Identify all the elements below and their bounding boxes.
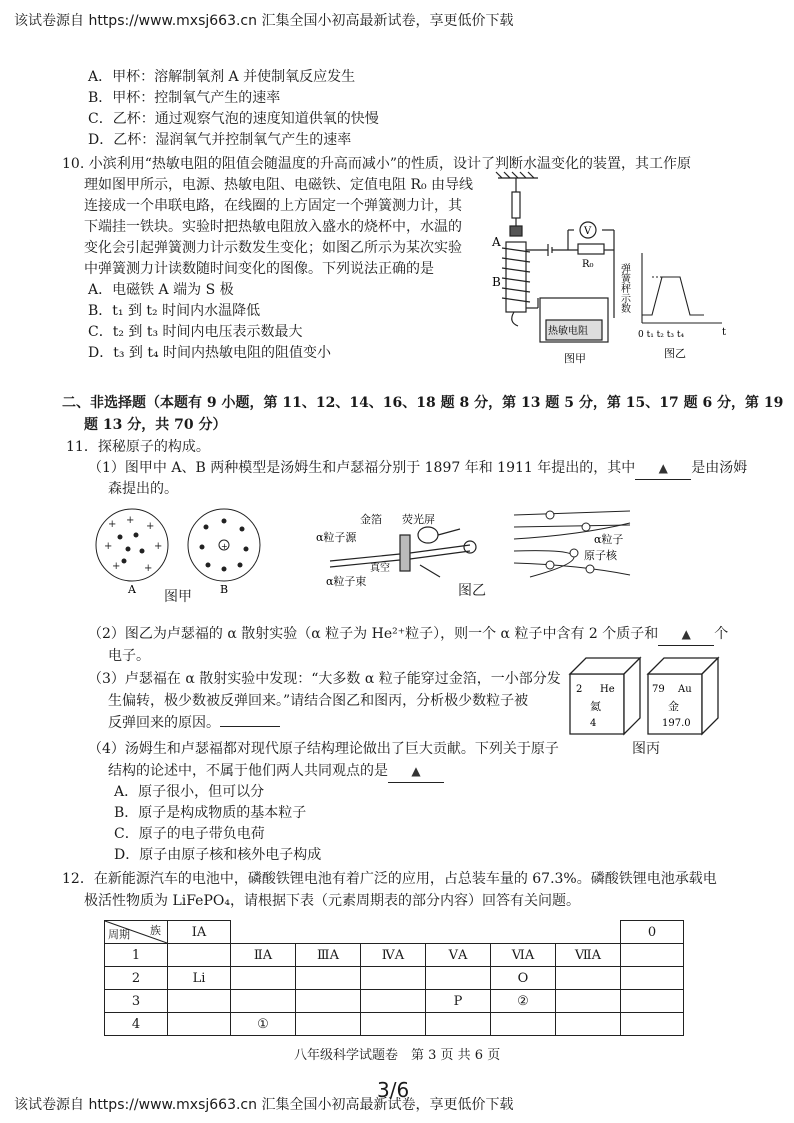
fluorescent-screen-label: 荧光屏	[402, 513, 435, 526]
triangle-mark: ▲	[681, 627, 691, 641]
q11-p1-blank[interactable]	[635, 457, 691, 480]
q11-p1-text2: 是由汤姆	[691, 460, 748, 476]
he-name: 氦	[590, 700, 601, 713]
alpha-beam-label: α粒子束	[326, 575, 367, 588]
alpha-source-label: α粒子源	[316, 531, 357, 544]
q10-label-a: A	[492, 235, 501, 249]
period-3: 3	[105, 990, 168, 1013]
svg-text:+: +	[108, 519, 117, 530]
q11-p2-blank[interactable]	[658, 623, 714, 646]
fig-yi-caption-q11: 图乙	[458, 583, 486, 599]
period-1: 1	[105, 944, 168, 967]
q11-p2-text: （2）图乙为卢瑟福的 α 散射实验（α 粒子为 He²⁺粒子），则一个 α 粒子中含有 2 个质子和	[88, 626, 659, 642]
corner-period-label: 周期	[108, 928, 130, 941]
source-banner-top: 该试卷源自 https://www.mxsj663.cn 汇集全国小初高最新试卷，享更低价下载	[14, 13, 514, 29]
cell-p: P	[426, 990, 491, 1013]
q11-p3-line3	[108, 712, 280, 734]
q11-p2-line1	[88, 623, 728, 646]
svg-text:+: +	[104, 541, 113, 552]
q11-p4-blank[interactable]	[388, 760, 444, 783]
fig-yi-caption: 图乙	[664, 347, 686, 360]
q11-p4-option-a: A．原子很小，但可以分	[114, 784, 265, 800]
q10-label-b: B	[492, 275, 501, 289]
q11-p4-line2	[108, 760, 444, 783]
group-header-0: 0	[621, 921, 684, 944]
scattering-trajectories-figure	[510, 505, 640, 585]
q11-p4-text: 结构的论述中，不属于他们两人共同观点的是	[108, 763, 388, 779]
q12-line-2: 极活性物质为 LiFePO₄，请根据下表（元素周期表的部分内容）回答有关问题。	[84, 893, 580, 909]
q11-p1-text: （1）图甲中 A、B 两种模型是汤姆生和卢瑟福分别于 1897 年和 1911 年提出的，其中	[88, 460, 636, 476]
group-header-7a: ⅦA	[556, 944, 621, 967]
q10-graph-figure	[618, 245, 732, 370]
q11-p4-line1: （4）汤姆生和卢瑟福都对现代原子结构理论做出了巨大贡献。下列关于原子	[88, 741, 559, 757]
svg-text:+: +	[126, 515, 135, 526]
group-header-4a: ⅣA	[361, 944, 426, 967]
q10-option-d: D．t₃ 到 t₄ 时间内热敏电阻的阻值变小	[88, 345, 332, 361]
au-name: 金	[668, 700, 679, 713]
source-banner-bottom: 该试卷源自 https://www.mxsj663.cn 汇集全国小初高最新试卷，享更低价下载	[14, 1097, 514, 1113]
cell-2: ②	[491, 990, 556, 1013]
q11-p2-line2: 电子。	[108, 648, 150, 664]
group-header-2a: ⅡA	[231, 944, 296, 967]
q10-line-4: 下端挂一铁块。实验时把热敏电阻放入盛水的烧杯中，水温的	[84, 219, 462, 235]
q11-p1-line1	[88, 457, 747, 480]
atom-model-b-label: B	[220, 583, 229, 596]
he-symbol: He	[600, 684, 615, 695]
resistor-label: R₀	[582, 259, 594, 270]
fig-jia-caption: 图甲	[564, 352, 586, 365]
svg-text:+: +	[154, 541, 163, 552]
q11-p3-blank[interactable]	[220, 726, 280, 727]
au-symbol: Au	[678, 684, 692, 695]
q11-p4-option-b: B．原子是构成物质的基本粒子	[114, 805, 307, 821]
page-footer: 八年级科学试题卷 第 3 页 共 6 页	[294, 1048, 501, 1063]
alpha-particle-label: α粒子	[594, 533, 624, 546]
au-mass: 197.0	[662, 718, 691, 729]
q10-option-c: C．t₂ 到 t₃ 时间内电压表示数最大	[88, 324, 303, 340]
svg-text:+: +	[112, 561, 121, 572]
q10-graph-ylabel: 弹簧秤示数	[618, 263, 630, 313]
q10-option-b: B．t₁ 到 t₂ 时间内水温降低	[88, 303, 261, 319]
q9-option-b: B．甲杯：控制氧气产生的速率	[88, 90, 281, 106]
q10-line-6: 中弹簧测力计读数随时间变化的图像。下列说法正确的是	[84, 261, 434, 277]
q10-graph-ticks: 0 t₁ t₂ t₃ t₄	[638, 330, 685, 340]
gold-foil-label: 金箔	[360, 513, 382, 526]
q11-p4-option-c: C．原子的电子带负电荷	[114, 826, 265, 842]
element-cubes-figure	[568, 652, 728, 742]
q10-option-a: A．电磁铁 A 端为 S 极	[88, 282, 234, 298]
periodic-table	[104, 920, 684, 1036]
he-mass: 4	[590, 718, 597, 729]
period-2: 2	[105, 967, 168, 990]
he-number: 2	[576, 684, 583, 695]
nucleus-label: 原子核	[584, 549, 617, 562]
thermistor-label: 热敏电阻	[548, 326, 588, 337]
corner-group-label: 族	[150, 924, 161, 937]
q10-line-5: 变化会引起弹簧测力计示数发生变化；如图乙所示为某次实验	[84, 240, 462, 256]
triangle-mark: ▲	[658, 461, 668, 475]
q10-line-3: 连接成一个串联电路，在线圈的上方固定一个弹簧测力计，其	[84, 198, 462, 214]
q10-circuit-figure	[478, 170, 628, 370]
fig-jia-caption-q11: 图甲	[164, 589, 192, 605]
cell-o: O	[491, 967, 556, 990]
q11-p4-option-d: D．原子由原子核和核外电子构成	[114, 847, 322, 863]
group-header-3a: ⅢA	[296, 944, 361, 967]
page-number: 3/6	[377, 1078, 410, 1102]
q11-p1-line2: 森提出的。	[108, 481, 178, 497]
au-number: 79	[652, 684, 665, 695]
cell-li: Li	[168, 967, 231, 990]
section2-title-2: 题 13 分，共 70 分）	[84, 417, 227, 433]
svg-text:+: +	[221, 542, 228, 551]
period-4: 4	[105, 1013, 168, 1036]
fig-bing-caption: 图丙	[632, 741, 660, 757]
svg-text:+: +	[146, 521, 155, 532]
section2-title-1: 二、非选择题（本题有 9 小题，第 11、12、14、16、18 题 8 分，第 13 题 5 分，第 15、17 题 6 分，第 19	[62, 395, 784, 411]
q10-graph-xlabel: t	[722, 327, 727, 338]
q12-line-1: 12．在新能源汽车的电池中，磷酸铁锂电池有着广泛的应用，占总装车量的 67.3%。磷酸铁锂电池承载电	[62, 871, 717, 887]
table-corner	[105, 921, 168, 944]
atom-model-a-label: A	[128, 583, 136, 596]
group-header-5a: ⅤA	[426, 944, 491, 967]
q9-option-d: D．乙杯：湿润氧气并控制氧气产生的速率	[88, 132, 352, 148]
voltmeter-label: V	[584, 226, 592, 237]
q11-p3-line2: 生偏转，极少数被反弹回来。”请结合图乙和图丙，分析极少数粒子被	[108, 693, 529, 709]
q11-p3-text: 反弹回来的原因。	[108, 715, 220, 731]
q10-line-1: 10. 小滨利用“热敏电阻的阻值会随温度的升高而减小”的性质，设计了判断水温变化的装置，其工作原	[62, 156, 692, 172]
svg-text:+: +	[144, 563, 153, 574]
vacuum-label: 真空	[370, 563, 390, 574]
q10-line-2: 理如图甲所示，电源、热敏电阻、电磁铁、定值电阻 R₀ 由导线	[84, 177, 474, 193]
cell-1: ①	[231, 1013, 296, 1036]
q9-option-c: C．乙杯：通过观察气泡的速度知道供氧的快慢	[88, 111, 379, 127]
q11-p2-text2: 个	[714, 626, 729, 642]
group-header-1a: ⅠA	[168, 921, 231, 944]
group-header-6a: ⅥA	[491, 944, 556, 967]
q11-title: 11．探秘原子的构成。	[66, 439, 210, 455]
q9-option-a: A．甲杯：溶解制氧剂 A 并使制氧反应发生	[88, 69, 356, 85]
q11-p3-line1: （3）卢瑟福在 α 散射实验中发现：“大多数 α 粒子能穿过金箔，一小部分发	[88, 671, 561, 687]
triangle-mark: ▲	[411, 764, 421, 778]
